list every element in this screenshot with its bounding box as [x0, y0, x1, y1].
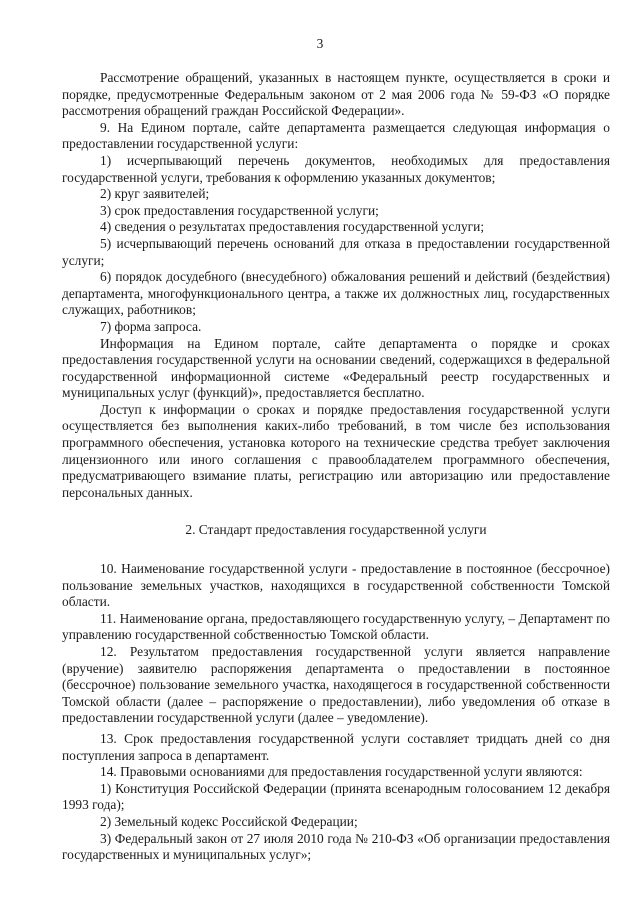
document-body	[62, 70, 610, 864]
list-item: 2) круг заявителей;	[100, 186, 210, 202]
list-item: 1) исчерпывающий перечень документов, необходимых для предоставления государственной услуги, требования к оформлению указанных документов;	[62, 152, 610, 185]
list-item: 4) сведения о результатах предоставления государственной услуги;	[100, 219, 485, 235]
paragraph: 13. Срок предоставления государственной услуги составляет тридцать дней со дня поступления запроса в департамент.	[62, 730, 610, 763]
page-number: 3	[316, 36, 324, 51]
list-item: 5) исчерпывающий перечень оснований для отказа в предоставлении государственной услуги;	[62, 235, 610, 268]
paragraph: Информация на Едином портале, сайте департамента о порядке и сроках предоставления государственной услуги на основании сведений, содержащихся в федеральной государственной информационной системе «Федеральный реестр государственных и муниципальных услуг (функций)», предоставляется бесплатно.	[62, 335, 610, 401]
list-item: 2) Земельный кодекс Российской Федерации;	[100, 813, 358, 829]
paragraph: Рассмотрение обращений, указанных в настоящем пункте, осуществляется в сроки и порядке, предусмотренные Федеральным законом от 2 мая 2006 года № 59-ФЗ «О порядке рассмотрения обращений граждан Российской Федерации».	[62, 70, 610, 119]
section-heading: 2. Стандарт предоставления государственной услуги	[185, 522, 487, 538]
list-item: 3) срок предоставления государственной услуги;	[100, 202, 379, 218]
paragraph: 14. Правовыми основаниями для предоставления государственной услуги являются:	[100, 764, 583, 780]
paragraph: 10. Наименование государственной услуги - предоставление в постоянное (бессрочное) пользование земельных участков, находящихся в государственной собственности Томской области.	[62, 561, 610, 610]
paragraph: Доступ к информации о сроках и порядке предоставления государственной услуги осуществляется без выполнения каких-либо требований, в том числе без использования программного обеспечения, установка которого на технические средства требует заключения лицензионного или иного соглашения с правообладателем программного обеспечения, предусматривающего взимание платы, регистрацию или авторизацию или предоставление персональных данных.	[62, 401, 610, 500]
paragraph: 11. Наименование органа, предоставляющего государственную услугу, – Департамент по управлению государственной собственностью Томской области.	[62, 610, 610, 643]
list-item: 1) Конституция Российской Федерации (принята всенародным голосованием 12 декабря 1993 года);	[62, 780, 610, 813]
list-item: 7) форма запроса.	[100, 318, 202, 334]
paragraph: 12. Результатом предоставления государственной услуги является направление (вручение) заявителю распоряжения департамента о предоставлении в постоянное (бессрочное) пользование земельного участка, находящегося в государственной собственности Томской области (далее – распоряжение о предоставлении), либо уведомления об отказе в предоставлении государственной услуги (далее – уведомление).	[62, 644, 610, 726]
paragraph: 9. На Едином портале, сайте департамента размещается следующая информация о предоставлении государственной услуги:	[62, 119, 610, 152]
list-item: 3) Федеральный закон от 27 июля 2010 года № 210-ФЗ «Об организации предоставления государственных и муниципальных услуг»;	[62, 830, 610, 863]
list-item: 6) порядок досудебного (внесудебного) обжалования решений и действий (бездействия) департамента, многофункционального центра, а также их должностных лиц, государственных служащих, работников;	[62, 269, 610, 318]
